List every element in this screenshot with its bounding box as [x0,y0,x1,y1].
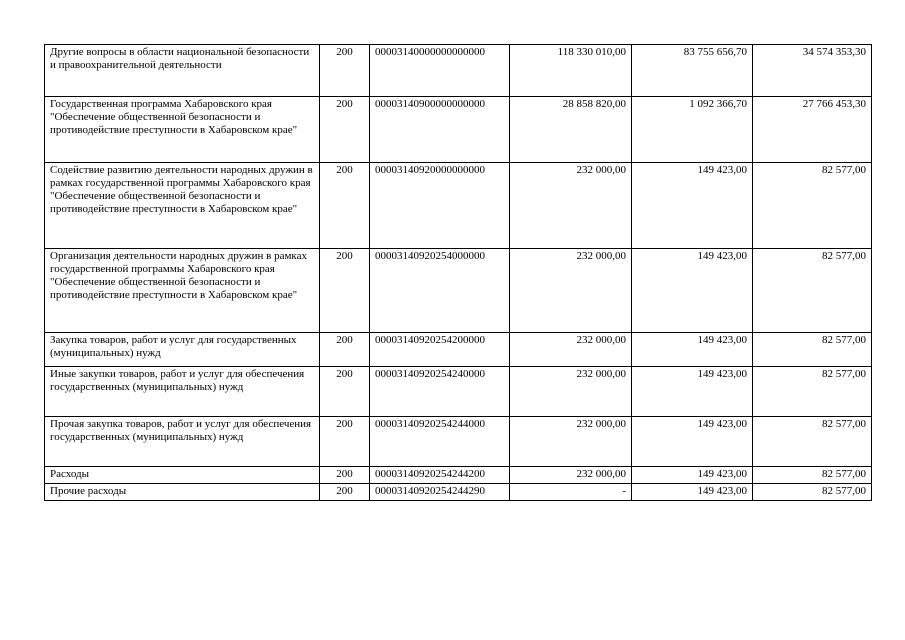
row-name-cell: Другие вопросы в области национальной безопасности и правоохранительной деятельности [45,45,320,97]
row-name-cell: Государственная программа Хабаровского края "Обеспечение общественной безопасности и противодействие преступности в Хабаровском крае" [45,97,320,163]
table-row [45,249,872,333]
row-executed-cell: 149 423,00 [632,417,753,467]
row-name-cell: Содействие развитию деятельности народных дружин в рамках государственной программы Хабаровского края "Обеспечение общественной безопасности и противодействие преступности в Хабаровском крае" [45,163,320,249]
row-executed-cell: 149 423,00 [632,249,753,333]
row-remaining-cell: 34 574 353,30 [753,45,872,97]
row-assigned-cell: 232 000,00 [510,467,632,484]
row-remaining-cell: 82 577,00 [753,249,872,333]
row-csr-cell: 00003140920254200000 [370,333,510,367]
row-assigned-cell: 28 858 820,00 [510,97,632,163]
row-remaining-cell: 82 577,00 [753,417,872,467]
row-remaining-cell: 82 577,00 [753,367,872,417]
table-row [45,163,872,249]
table-row [45,45,872,97]
row-name-cell: Прочие расходы [45,484,320,501]
row-remaining-cell: 82 577,00 [753,163,872,249]
row-code-cell: 200 [320,45,370,97]
row-assigned-cell: 232 000,00 [510,417,632,467]
row-name-cell: Организация деятельности народных дружин в рамках государственной программы Хабаровского края "Обеспечение общественной безопасности и противодействие преступности в Хабаровском крае" [45,249,320,333]
row-code-cell: 200 [320,467,370,484]
row-name-cell: Прочая закупка товаров, работ и услуг для обеспечения государственных (муниципальных) нужд [45,417,320,467]
row-assigned-cell: 232 000,00 [510,333,632,367]
row-csr-cell: 00003140000000000000 [370,45,510,97]
table-row [45,417,872,467]
row-csr-cell: 00003140920254000000 [370,249,510,333]
table-row [45,484,872,501]
row-name-cell: Закупка товаров, работ и услуг для государственных (муниципальных) нужд [45,333,320,367]
row-code-cell: 200 [320,97,370,163]
row-csr-cell: 00003140920254244000 [370,417,510,467]
row-executed-cell: 149 423,00 [632,484,753,501]
row-assigned-cell: 118 330 010,00 [510,45,632,97]
row-remaining-cell: 82 577,00 [753,484,872,501]
row-code-cell: 200 [320,163,370,249]
row-assigned-cell: 232 000,00 [510,367,632,417]
table-row [45,97,872,163]
table-row [45,367,872,417]
row-assigned-cell: - [510,484,632,501]
row-csr-cell: 00003140920254240000 [370,367,510,417]
row-remaining-cell: 82 577,00 [753,333,872,367]
table-row [45,467,872,484]
row-executed-cell: 149 423,00 [632,333,753,367]
row-assigned-cell: 232 000,00 [510,163,632,249]
row-code-cell: 200 [320,249,370,333]
row-csr-cell: 00003140920254244290 [370,484,510,501]
row-remaining-cell: 27 766 453,30 [753,97,872,163]
row-csr-cell: 00003140920000000000 [370,163,510,249]
row-executed-cell: 149 423,00 [632,467,753,484]
row-code-cell: 200 [320,367,370,417]
row-code-cell: 200 [320,417,370,467]
table-row [45,333,872,367]
row-executed-cell: 149 423,00 [632,163,753,249]
budget-table [44,44,872,501]
row-csr-cell: 00003140920254244200 [370,467,510,484]
row-executed-cell: 149 423,00 [632,367,753,417]
row-name-cell: Расходы [45,467,320,484]
row-assigned-cell: 232 000,00 [510,249,632,333]
row-name-cell: Иные закупки товаров, работ и услуг для обеспечения государственных (муниципальных) нужд [45,367,320,417]
row-executed-cell: 83 755 656,70 [632,45,753,97]
row-csr-cell: 00003140900000000000 [370,97,510,163]
row-code-cell: 200 [320,333,370,367]
row-remaining-cell: 82 577,00 [753,467,872,484]
row-executed-cell: 1 092 366,70 [632,97,753,163]
row-code-cell: 200 [320,484,370,501]
